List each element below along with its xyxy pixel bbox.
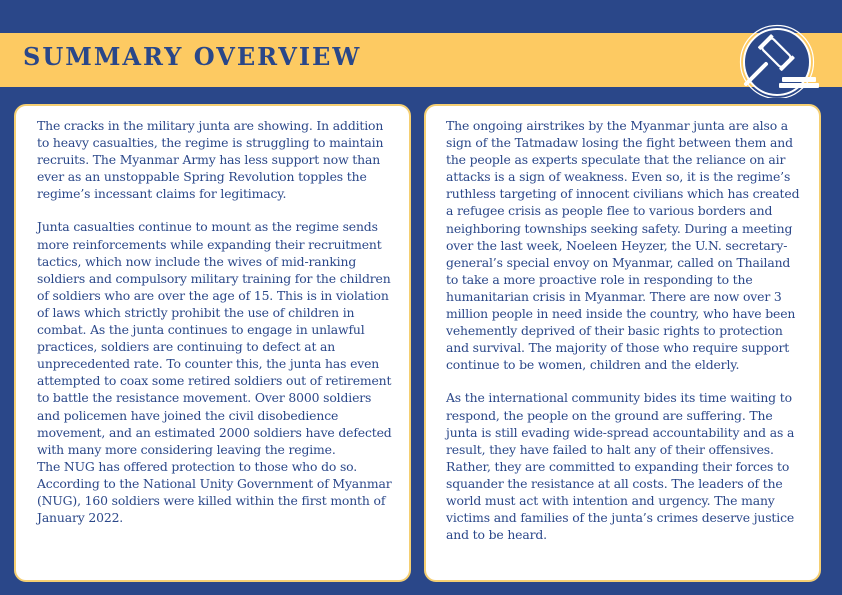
left-paragraph-3: The NUG has offered protection to those who do so. According to the National Unity Government of Myanmar (NUG), 160 soldiers were killed within the first month of January 2022. <box>37 458 392 526</box>
left-panel <box>14 104 411 582</box>
page-title: SUMMARY OVERVIEW <box>23 42 362 71</box>
right-panel <box>424 104 821 582</box>
left-paragraph-2: Junta casualties continue to mount as the regime sends more reinforcements while expanding their recruitment tactics, which now include the wives of mid-ranking soldiers and compulsory military training for the children of soldiers who are over the age of 15. This is in violation of laws which strictly prohibit the use of children in combat. As the junta continues to engage in unlawful practices, soldiers are continuing to defect at an unprecedented rate. To counter this, the junta has even attempted to coax some retired soldiers out of retirement to battle the resistance movement. Over 8000 soldiers and policemen have joined the civil disobedience movement, and an estimated 2000 soldiers have defected with many more considering leaving the regime. <box>37 219 392 457</box>
gavel-icon <box>729 20 827 98</box>
top-strip <box>0 0 842 33</box>
right-paragraph-2: As the international community bides its time waiting to respond, the people on the ground are suffering. The junta is still evading wide-spread accountability and as a result, they have failed to halt any of their offensives. Rather, they are committed to expanding their forces to squander the resistance at all costs. The leaders of the world must act with intention and urgency. The many victims and families of the junta’s crimes deserve justice and to be heard. <box>446 390 795 543</box>
right-paragraph-1: The ongoing airstrikes by the Myanmar junta are also a sign of the Tatmadaw losing the fight between them and the people as experts speculate that the reliance on air attacks is a sign of weakness. Even so, it is the regime’s ruthless targeting of innocent civilians which has created a refugee crisis as people flee to various borders and neighboring townships seeking safety. During a meeting over the last week, Noeleen Heyzer, the U.N. secretary-general’s special envoy on Myanmar, called on Thailand to take a more proactive role in responding to the humanitarian crisis in Myanmar. There are now over 3 million people in need inside the country, who have been vehemently deprived of their basic rights to protection and survival. The majority of those who require support continue to be women, children and the elderly. <box>446 118 800 373</box>
left-paragraph-1: The cracks in the military junta are showing. In addition to heavy casualties, the regime is struggling to maintain recruits. The Myanmar Army has less support now than ever as an unstoppable Spring Revolution topples the regime’s incessant claims for legitimacy. <box>37 118 384 202</box>
